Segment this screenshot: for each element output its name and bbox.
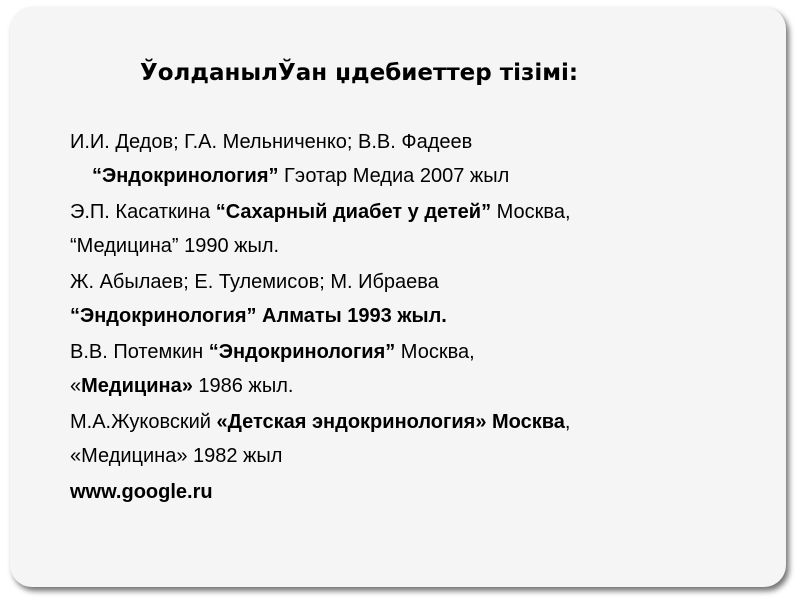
reference-details [70,369,770,403]
reference-line [70,335,770,369]
reference-authors: В.В. Потемкин [70,341,209,363]
reference-title: “Эндокринология” [208,341,396,363]
reference-line [70,405,770,439]
reference-authors: И.И. Дедов; Г.А. Мельниченко; В.В. Фадеев [70,131,473,153]
reference-line [70,195,770,229]
reference-city: Москва, [491,201,571,223]
reference-authors: Ж. Абылаев; Е. Тулемисов; М. Ибраева [70,271,439,293]
reference-item-3 [70,265,770,333]
website-link[interactable]: www.google.ru [70,481,213,503]
reference-item-website [70,475,770,509]
reference-publisher: «Медицина» 1982 жыл [70,445,283,467]
reference-punct: , [564,411,571,433]
reference-title: “Эндокринология” Алматы 1993 жыл. [70,305,447,327]
quote-mark: « [70,375,82,397]
reference-publisher: Гэотар Медиа 2007 жыл [278,165,510,187]
reference-item-4 [70,335,770,403]
reference-publisher: “Медицина” 1990 жыл. [70,235,280,257]
reference-city: Москва, [395,341,475,363]
reference-title: “Сахарный диабет у детей” [215,201,492,223]
reference-publisher: Медицина» [81,375,193,397]
reference-item-5 [70,405,770,473]
page-title: ЎолданылЎан џдебиеттер тізімі: [140,60,579,86]
reference-title: “Эндокринология” [92,165,279,187]
reference-list [70,125,770,511]
reference-item-1 [70,125,770,193]
reference-authors: М.А.Жуковский [70,411,217,433]
reference-item-2 [70,195,770,263]
reference-details [70,299,770,333]
reference-details [70,159,770,193]
reference-year: 1986 жыл. [192,375,294,397]
reference-title: «Детская эндокринология» Москва [216,411,565,433]
reference-authors: Э.П. Касаткина [70,201,216,223]
